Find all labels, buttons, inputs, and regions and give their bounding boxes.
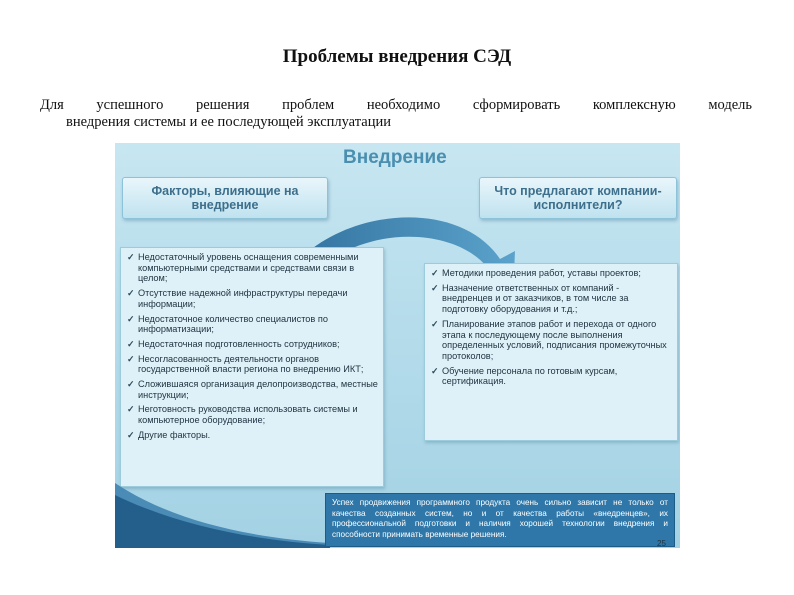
check-icon: ✓ <box>431 318 439 329</box>
check-icon: ✓ <box>431 282 439 293</box>
list-item-text: Недостаточное количество специалистов по информатизации; <box>138 313 328 335</box>
list-item <box>127 404 378 425</box>
list-item-text: Обучение персонала по готовым курсам, сертификация. <box>442 365 618 387</box>
decorative-swoosh <box>115 483 330 548</box>
list-item <box>431 319 672 362</box>
page-number: 25 <box>657 539 666 548</box>
list-item <box>127 430 378 441</box>
list-item-text: Недостаточный уровень оснащения современными компьютерными средствами и средствами связи в целом; <box>138 252 359 284</box>
list-item-text: Отсутствие надежной инфраструктуры передачи информации; <box>138 288 348 309</box>
check-icon: ✓ <box>431 365 439 376</box>
check-icon: ✓ <box>127 288 135 299</box>
list-item <box>431 268 672 279</box>
list-item-text: Недостаточная подготовленность сотрудников; <box>138 338 340 349</box>
list-item <box>127 379 378 400</box>
list-item-text: Неготовность руководства использовать системы и компьютерное оборудование; <box>138 404 358 426</box>
list-item <box>127 354 378 375</box>
list-item <box>127 252 378 284</box>
intro-line-1: Для успешного решения проблем необходимо сформировать комплексную модель <box>40 97 752 113</box>
list-item-text: Сложившаяся организация делопроизводства, местные инструкции; <box>138 379 378 400</box>
check-icon: ✓ <box>127 338 135 349</box>
offers-list <box>424 263 678 441</box>
list-item <box>431 366 672 387</box>
list-item <box>127 288 378 309</box>
slide-image <box>115 143 680 548</box>
list-item-text: Методики проведения работ, уставы проектов; <box>442 268 641 278</box>
note-box <box>325 493 675 547</box>
check-icon: ✓ <box>127 252 135 262</box>
check-icon: ✓ <box>431 268 439 278</box>
list-item <box>127 339 378 350</box>
check-icon: ✓ <box>127 404 135 415</box>
intro-paragraph <box>40 97 752 131</box>
intro-line-2: внедрения системы и ее последующей эксплуатации <box>66 114 391 130</box>
slide-title: Внедрение <box>343 147 447 168</box>
list-item <box>431 283 672 315</box>
check-icon: ✓ <box>127 429 135 440</box>
check-icon: ✓ <box>127 379 135 390</box>
list-item-text: Планирование этапов работ и перехода от одного этапа к последующему после выполнения определенных условий, подписания промежуточных протоколов; <box>442 318 667 361</box>
list-item-text: Несогласованность деятельности органов государственной власти региона по внедрению ИКТ; <box>138 353 364 375</box>
check-icon: ✓ <box>127 313 135 324</box>
page-title: Проблемы внедрения СЭД <box>282 46 512 67</box>
right-header-label: Что предлагают компании-исполнители? <box>494 184 662 212</box>
list-item-text: Другие факторы. <box>138 429 211 440</box>
factors-list <box>120 247 384 487</box>
check-icon: ✓ <box>127 353 135 364</box>
list-item-text: Назначение ответственных от компаний - внедренцев и от заказчиков, в том числе за подготовку оборудования и т.д.; <box>442 282 629 315</box>
note-text: Успех продвижения программного продукта очень сильно зависит не только от качества созданных систем, но и от качества работы «внедренцев», их профессиональной подготовки и наличия хорошей технологии внедрения и способности принимать временные решения. <box>332 498 668 539</box>
left-header-label: Факторы, влияющие на внедрение <box>151 184 299 212</box>
list-item <box>127 314 378 335</box>
